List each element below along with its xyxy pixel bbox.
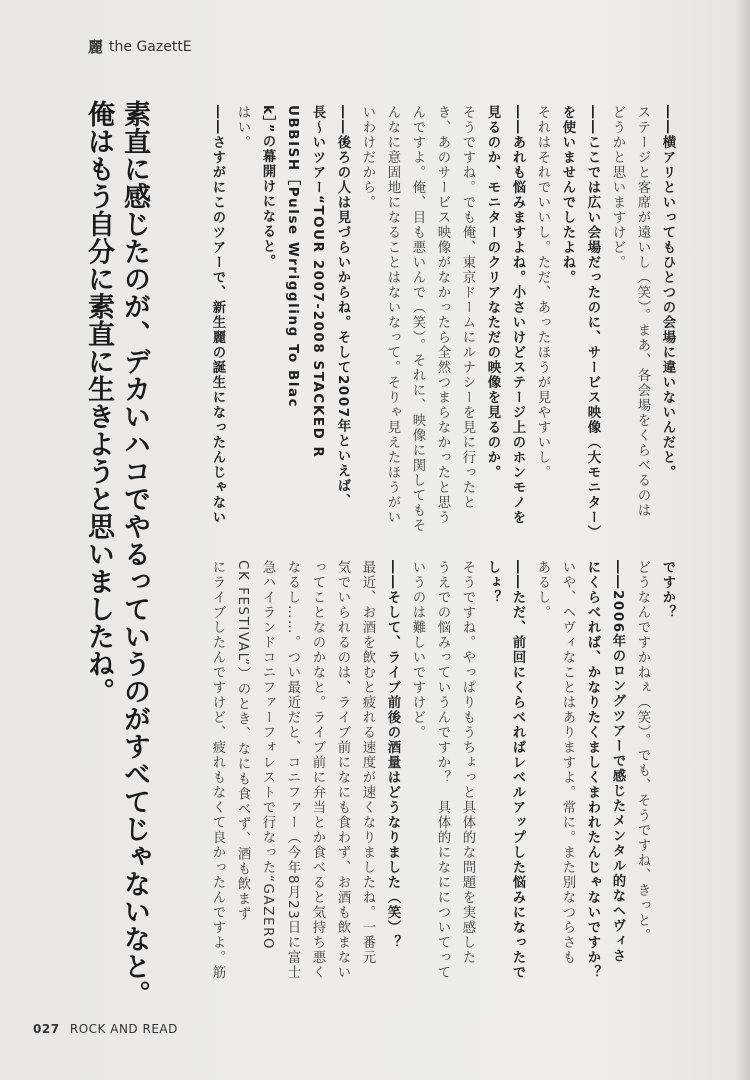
interview-answer: 最近、お酒を飲むと疲れる速度が速くなりましたね。一番元 <box>360 560 375 965</box>
interview-answer: いわけだから。 <box>360 105 375 210</box>
interview-question: を使いませんでしたよね。 <box>560 105 575 285</box>
interview-answer: 急ハイランドコニファーフォレストで行なった“GAZERO <box>260 560 275 951</box>
interview-question: ――さすがにこのツアーで、新生麗の誕生になったんじゃない <box>210 105 225 525</box>
page-number: 027 <box>33 1022 60 1036</box>
interview-question: ――2006年のロングツアーで感じたメンタル的なヘヴィさ <box>610 560 625 964</box>
interview-question: ――後ろの人は見づらいからね。そして2007年といえば、 <box>335 105 350 509</box>
interview-answer: なるし……。つい最近だと、コニファー（今年8月23日に富士 <box>285 560 300 981</box>
interview-answer: ってことなのかなと。ライブ前に弁当とか食べると気持ち悪く <box>310 560 325 980</box>
interview-answer: うえでの悩みっていうんですか？ 具体的になにについてって <box>435 560 450 980</box>
interview-answer: にライブしたんですけど、疲れもなくて良かったんですよ。筋 <box>210 560 225 980</box>
spine-shadow <box>736 0 750 1080</box>
page-header <box>88 36 192 57</box>
interview-answer: ステージと客席が遠いし（笑）。まあ、各会場をくらべるのは <box>635 105 650 519</box>
interview-answer: どうかと思いますけど。 <box>610 105 625 270</box>
interview-answer: どうなんですかねぇ（笑）。でも、そうですね、きっと。 <box>635 560 650 944</box>
interview-answer: あるし。 <box>535 560 550 620</box>
header-kanji: 麗 <box>88 38 104 56</box>
interview-text-upper <box>205 105 680 540</box>
interview-question: ――ただ、前回にくらべればレベルアップした悩みになったで <box>510 560 525 980</box>
interview-answer: んなに意固地になることはないなって。そりゃ見えたほうがい <box>385 105 400 525</box>
interview-answer: それはそれでいいし。ただ、あったほうが見やすいし。 <box>535 105 550 480</box>
headline-line: 素直に感じたのが、デカいハコでやるっていうのがすべてじゃないなと。 <box>119 100 150 1008</box>
interview-question: ――横アリといってもひとつの会場に違いないんだと。 <box>660 105 675 480</box>
headline-quote <box>80 100 152 1008</box>
interview-question: ――あれも悩みますよね。小さいけどステージ上のホンモノを <box>510 105 525 525</box>
interview-question: 長～いツアー“TOUR 2007-2008 STACKED R <box>310 105 325 459</box>
page-footer <box>33 1022 178 1036</box>
interview-question: 見るのか、モニターのクリアなただの映像を見るのか。 <box>485 105 500 480</box>
interview-text-lower <box>205 560 680 995</box>
interview-question: ――そして、ライブ前後の酒量はどうなりました（笑）？ <box>385 560 400 950</box>
header-band-name: the GazettE <box>109 38 192 55</box>
magazine-name: ROCK AND READ <box>69 1022 178 1036</box>
interview-answer: そうですね。でも俺、東京ドームにルナシーを見に行ったと <box>460 105 475 510</box>
interview-answer: いや、ヘヴィなことはありますよ。常に。また別なつらさも <box>560 560 575 965</box>
interview-question: ――ここでは広い会場だったのに、サービス映像（大モニター） <box>585 105 600 540</box>
headline-line: 俺はもう自分に素直に生きようと思いましたね。 <box>83 100 114 705</box>
interview-question: にくらべれば、かなりたくましくまわれたんじゃないですか？ <box>585 560 600 980</box>
interview-question: UBBISH［Pulse Wrriggling To Blac <box>285 105 300 409</box>
interview-question: ですか？ <box>660 560 675 620</box>
interview-answer: CK FESTIVAL”）のとき、なにも食べず、酒も飲まず <box>235 560 250 922</box>
interview-answer: はい。 <box>235 105 250 150</box>
interview-question: しょ？ <box>485 560 500 605</box>
interview-answer: んですよ。俺、目も悪いんで（笑）。それに、映像に関してもそ <box>410 105 425 534</box>
interview-answer: き、あのサービス映像がなかったら全然つまらなかったと思う <box>435 105 450 525</box>
interview-question: k］”の幕開けになると。 <box>260 105 275 270</box>
interview-answer: いうのは難しいですけど。 <box>410 560 425 740</box>
interview-answer: 気でいられるのは、ライブ前になにも食わず、お酒も飲まない <box>335 560 350 980</box>
interview-answer: そうですね。やっぱりもうちょっと具体的な問題を実感した <box>460 560 475 965</box>
